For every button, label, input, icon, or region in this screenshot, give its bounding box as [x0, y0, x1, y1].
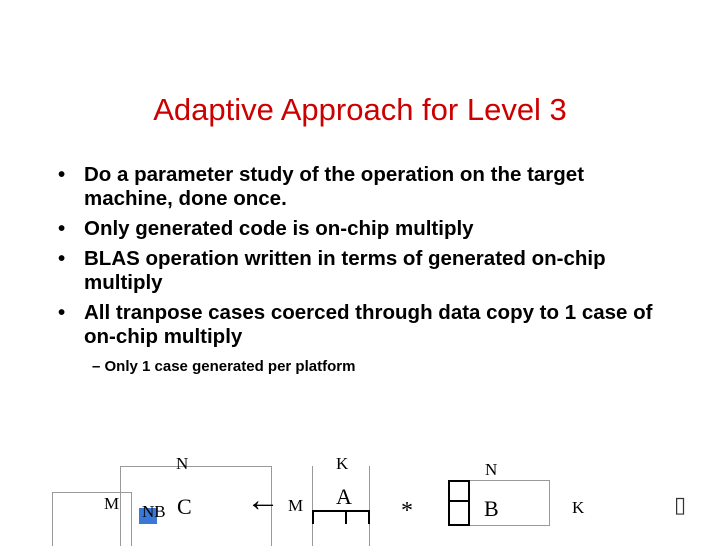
b-matrix-label: B — [484, 496, 499, 521]
bullet-marker: • — [58, 217, 66, 240]
a-matrix-label: A — [336, 484, 352, 509]
bullet-item — [58, 163, 658, 211]
a-k-label: K — [336, 454, 349, 473]
sub-bullet — [92, 358, 355, 375]
slide-title: Adaptive Approach for Level 3 — [153, 92, 567, 127]
b-n-label: N — [485, 460, 498, 479]
bullet-marker: • — [58, 301, 66, 324]
b-k-label: K — [572, 498, 585, 517]
bullet-item — [58, 247, 658, 295]
sub-bullet-marker: – — [92, 358, 101, 375]
bullet-text: Do a parameter study of the operation on the target machine, done once. — [84, 163, 585, 210]
bullet-item — [58, 217, 658, 241]
bullet-text: Only generated code is on-chip multiply — [84, 217, 474, 240]
bullet-item — [58, 301, 658, 349]
a-row-panel — [312, 510, 370, 524]
c-matrix-label: C — [177, 494, 192, 519]
bullet-list — [58, 163, 658, 355]
c-panel — [52, 492, 132, 546]
b-column-panel — [448, 480, 470, 526]
c-n-label: N — [176, 454, 189, 473]
bullet-text: All tranpose cases coerced through data copy to 1 case of on-chip multiply — [84, 301, 653, 348]
bullet-text: BLAS operation written in terms of generated on-chip multiply — [84, 247, 606, 294]
a-m-label: M — [288, 496, 304, 515]
bullet-marker: • — [58, 247, 66, 270]
corner-box-icon: ▯ — [674, 492, 687, 517]
c-m-label: M — [104, 494, 120, 513]
sub-bullet-text: Only 1 case generated per platform — [104, 358, 356, 375]
bullet-marker: • — [58, 163, 66, 186]
assign-arrow: ← — [246, 482, 280, 519]
times-symbol: * — [401, 498, 413, 524]
b-panel-divider — [448, 500, 470, 502]
a-panel-divider — [345, 510, 347, 524]
c-nb-label: NB — [142, 502, 166, 521]
